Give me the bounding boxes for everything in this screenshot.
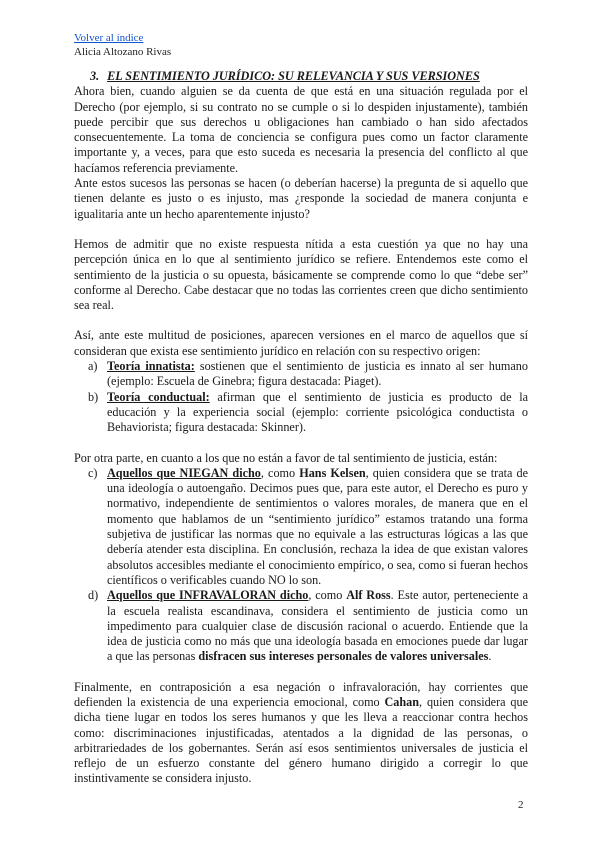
list-item-a [74,359,528,390]
list-text: , como [308,588,347,603]
section-number: 3. [90,69,100,83]
back-to-index-link[interactable]: Volver al índice [74,32,144,44]
paragraph-5: Por otra parte, en cuanto a los que no están a favor de tal sentimiento de justicia, están: [74,450,498,465]
list-text: , quien considera que se trata de una ideología o autoengaño. Decimos pues que, para este autor, el Derecho es puro y normativo, independiente de sentimientos o valores morales, de manera que en el momento que hablamos de un “sentimiento jurídico” estamos tratando una forma subjetiva de justificar las normas que no equivale a las estructuras lógicas a las que debería atender esta disciplina. En conclusión, rechaza la idea de que existan valores absolutos accesibles mediante el conocimiento empírico, o sea, como si fueran hechos científicos o verificables cuando NO lo son. [107,465,529,587]
section-title: EL SENTIMIENTO JURÍDICO: SU RELEVANCIA Y SUS VERSIONES [107,69,480,83]
final-text: Finalmente, en contraposición a esa negación o infravaloración, hay corrientes que defienden la existencia de una experiencia emocional, como [74,679,528,709]
author-reference: Alf Ross [346,588,391,603]
author-name: Alicia Altozano Rivas [74,46,172,58]
list-text: . [488,649,492,664]
list-item-c [74,466,528,588]
paragraph-3: Hemos de admitir que no existe respuesta nítida a esta cuestión ya que no hay una percepción única en lo que al sentimiento jurídico se refiere. Entendemos este como el sentimiento de la justicia o su opuesta, básicamente se comprende como lo que “debe ser” conforme al Derecho. Cabe destacar que no todas las corrientes creen que dicho sentimiento sea real. [74,236,528,313]
list-marker: a) [88,359,98,374]
page-number: 2 [518,799,524,811]
list-term: Aquellos que INFRAVALORAN dicho [107,588,309,603]
list-marker: b) [88,389,99,404]
section-heading [74,69,528,84]
page-content [74,69,528,787]
emphasis-text: disfracen sus intereses personales de valores universales [198,649,489,664]
list-text: sostienen que el sentimiento de justicia es innato al ser humano (ejemplo: Escuela de Ginebra; figura destacada: Piaget). [107,359,528,389]
list-marker: c) [88,465,98,480]
paragraph-2: Ante estos sucesos las personas se hacen (o deberían hacerse) la pregunta de si aquello que tienen delante es justo o es injusto, mas ¿responde la sociedad de manera conjunta e igualitaria ante un hecho aparentemente injusto? [74,176,528,221]
list-term: Aquellos que NIEGAN dicho [107,465,261,480]
paragraph-1: Ahora bien, cuando alguien se da cuenta de que está en una situación regulada por el Derecho (por ejemplo, si su contrato no se cumple o si lo despiden injustamente), también puede percibir que sus derechos u obligaciones han cambiado o han sido afectados consecuentemente. La toma de conciencia se configura pues como un factor claramente importante y, a veces, para que esto suceda es necesaria la presencia del conflicto al que hacíamos referencia previamente. [74,84,528,175]
origin-theories-list [74,359,528,435]
final-text: , quien considera que dicha tiene lugar en todos los seres humanos y que les lleva a reaccionar contra hechos como: discriminaciones injustificadas, atentados a la dignidad de las personas, o arbitrariedades de los gobernantes. Serán así esos sentimientos universales de justicia el reflejo de un esfuerzo constante del género humano dirigido a corregir lo que instintivamente se considera injusto. [74,694,529,786]
list-text: , como [260,465,300,480]
list-marker: d) [88,588,99,603]
list-item-d [74,588,528,664]
list-item-b [74,390,528,436]
list-term: Teoría innatista: [107,359,195,374]
opposing-positions-list [74,466,528,665]
final-paragraph [74,680,528,787]
author-reference: Hans Kelsen [299,465,366,480]
paragraph-4: Así, ante este multitud de posiciones, aparecen versiones en el marco de aquellos que sí consideran que exista ese sentimiento jurídico en relación con su respectivo origen: [74,328,528,358]
list-text: afirman que el sentimiento de justicia es producto de la educación y la experiencia social (ejemplo: corriente psicológica conductista o Behaviorista; figura destacada: Skinner). [107,389,528,435]
list-text: . Este autor, perteneciente a la escuela realista escandinava, considera el sentimiento de justicia como un impedimento para cualquier clase de discusión racional o acuerdo. Entiende que la idea de justicia como no más que una ideología basada en emociones puede dar lugar a que las personas [107,588,528,664]
author-reference: Cahan [384,694,420,709]
list-term: Teoría conductual: [107,389,210,404]
